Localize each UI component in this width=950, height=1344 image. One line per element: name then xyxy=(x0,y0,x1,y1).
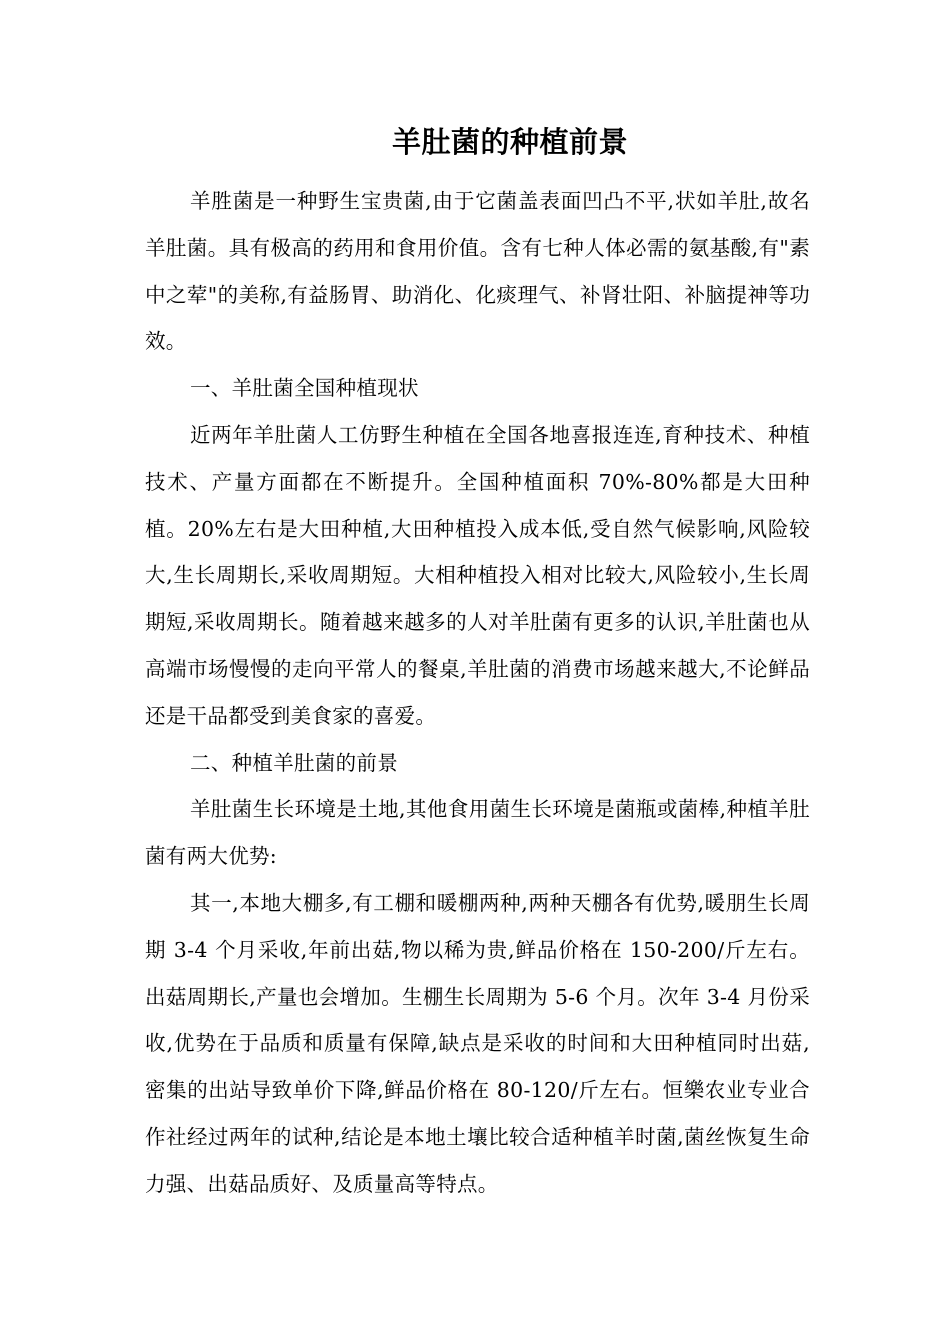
section-2-paragraph: 羊肚菌生长环境是土地,其他食用菌生长环境是菌瓶或菌棒,种植羊肚菌有两大优势: xyxy=(145,797,810,869)
document-title: 羊肚菌的种植前景 xyxy=(391,125,628,159)
section-1-heading: 一、羊肚菌全国种植现状 xyxy=(190,376,419,401)
document-body xyxy=(145,178,810,1208)
intro-paragraph: 羊胜菌是一种野生宝贵菌,由于它菌盖表面凹凸不平,状如羊肚,故名羊肚菌。具有极高的药用和食用价值。含有七种人体必需的氨基酸,有"素中之荤"的美称,有益肠胃、助消化、化痰理气、补肾壮阳、补脑提神等功效。 xyxy=(145,189,810,354)
section-1-paragraph: 近两年羊肚菌人工仿野生种植在全国各地喜报连连,育种技术、种植技术、产量方面都在不断提升。全国种植面积 70%-80%都是大田种植。20%左右是大田种植,大田种植投入成本低,受自然气候影响,风险较大,生长周期长,采收周期短。大相种植投入相对比较大,风险较小,生长周期短,采收周期长。随着越来越多的人对羊肚菌有更多的认识,羊肚菌也从高端市场慢慢的走向平常人的餐桌,羊肚菌的消费市场越来越大,不论鲜品还是干品都受到美食家的喜爱。 xyxy=(145,422,810,728)
section-2-point-1-paragraph: 其一,本地大棚多,有工棚和暖棚两种,两种天棚各有优势,暖朋生长周期 3-4 个月采收,年前出菇,物以稀为贵,鲜品价格在 150-200/斤左右。出菇周期长,产量也会增加。生棚生长周期为 5-6 个月。次年 3-4 月份采收,优势在于品质和质量有保障,缺点是采收的时间和大田种植同时出菇,密集的出站导致单价下降,鲜品价格在 80-120/斤左右。恒樂农业专业合作社经过两年的试种,结论是本地土壤比较合适种植羊时菌,菌丝恢复生命力强、出菇品质好、及质量高等特点。 xyxy=(145,890,810,1196)
section-2-heading: 二、种植羊肚菌的前景 xyxy=(190,750,398,775)
